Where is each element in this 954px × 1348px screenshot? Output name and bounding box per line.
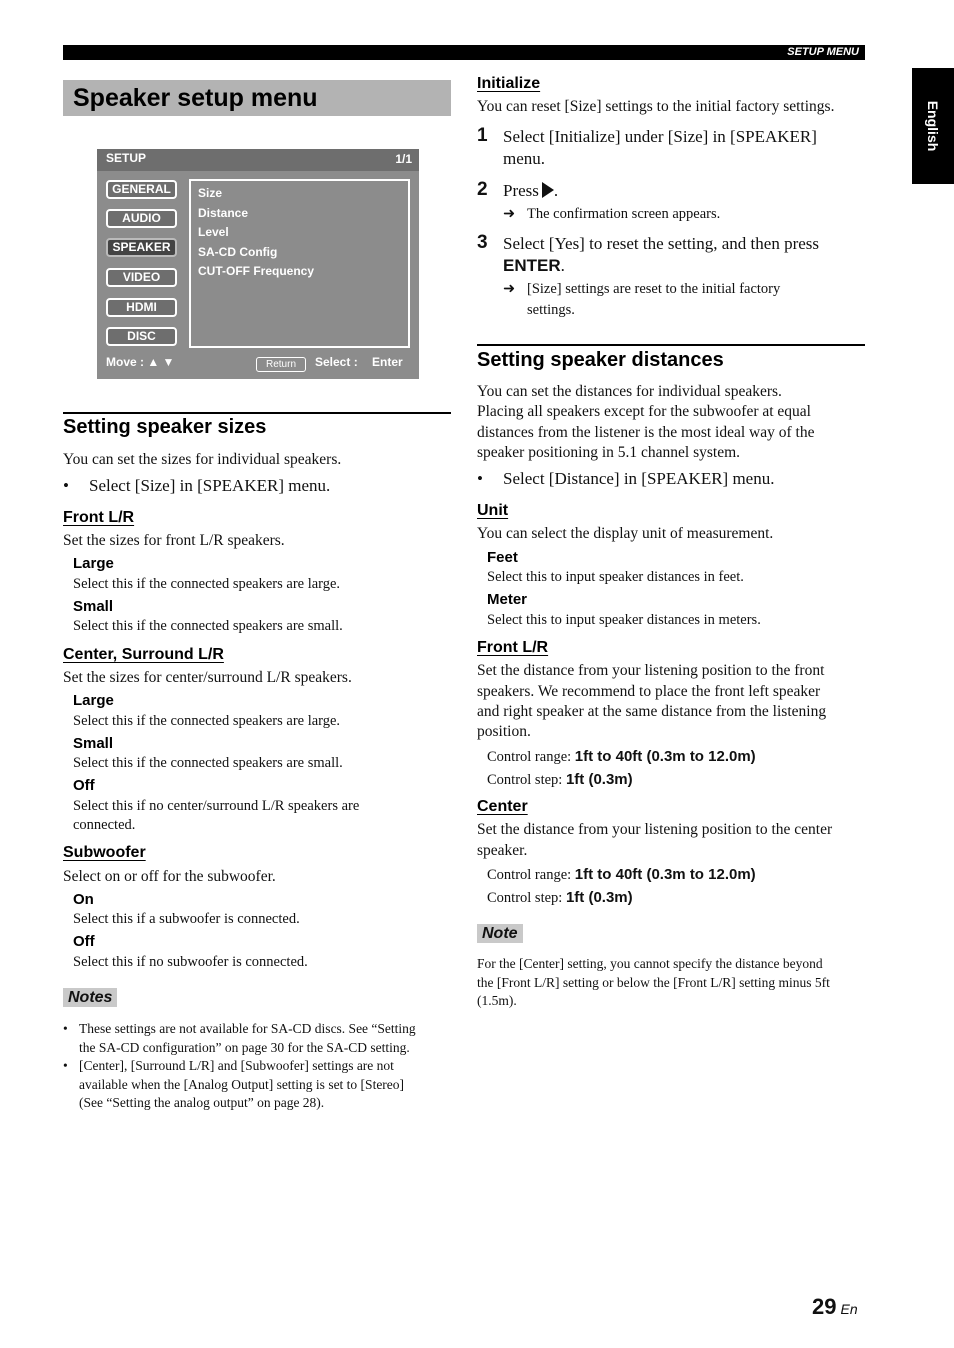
subwoofer-off-desc: Select this if no subwoofer is connected. xyxy=(73,954,308,970)
step3-result-1: [Size] settings are reset to the initial factory xyxy=(527,281,781,297)
step2-line: Press . xyxy=(503,181,559,200)
subwoofer-heading: Subwoofer xyxy=(63,844,146,861)
front-small-desc: Select this if the connected speakers are small. xyxy=(73,618,343,634)
page-title: Speaker setup menu xyxy=(73,84,318,112)
enter-key-label: ENTER xyxy=(503,256,561,275)
note-line-1: For the [Center] setting, you cannot specify the distance beyond xyxy=(477,956,823,971)
step2-text: Press xyxy=(503,181,539,200)
unit-meter-desc: Select this to input speaker distances in meters. xyxy=(487,612,761,628)
note2-line2: available when the [Analog Output] setting is set to [Stereo] xyxy=(79,1077,405,1092)
step-label: Control step: xyxy=(487,772,563,788)
page-number: 29 xyxy=(812,1294,837,1319)
menu-item-distance: Distance xyxy=(198,206,249,220)
menu-button-video: VIDEO xyxy=(106,268,177,287)
subwoofer-off-label: Off xyxy=(73,933,95,950)
subwoofer-on-label: On xyxy=(73,891,94,908)
right-arrow-icon xyxy=(542,182,554,198)
distances-intro-1: You can set the distances for individual speakers. xyxy=(477,383,782,400)
center-large-label: Large xyxy=(73,692,114,709)
step2-number: 2 xyxy=(477,179,488,200)
menu-header-title: SETUP xyxy=(106,151,147,165)
step3-result-2: settings. xyxy=(527,302,575,318)
center-off-label: Off xyxy=(73,777,95,794)
menu-footer-move: Move : ▲ ▼ xyxy=(106,355,175,369)
center-small-desc: Select this if the connected speakers are small. xyxy=(73,755,343,771)
menu-footer-enter: Enter xyxy=(372,355,403,369)
notes-label: Notes xyxy=(63,988,117,1007)
center-large-desc: Select this if the connected speakers are large. xyxy=(73,713,341,729)
note-label-box xyxy=(477,925,523,943)
range-label: Control range: xyxy=(487,867,572,883)
menu-item-cutoff-frequency: CUT-OFF Frequency xyxy=(198,264,315,278)
page-lang: En xyxy=(840,1301,858,1317)
menu-item-size: Size xyxy=(198,186,223,200)
range-label: Control range: xyxy=(487,749,572,765)
distances-bullet-text: Select [Distance] in [SPEAKER] menu. xyxy=(503,469,775,488)
menu-item-level: Level xyxy=(198,225,229,239)
dist-front-desc-1: Set the distance from your listening position to the front xyxy=(477,662,825,679)
dist-front-desc-4: position. xyxy=(477,723,531,740)
step3-arrow: ➜ xyxy=(503,281,516,297)
distances-bullet: • xyxy=(477,469,483,488)
dist-center-step xyxy=(487,888,633,908)
section-rule xyxy=(63,412,451,414)
dist-center-range xyxy=(487,865,756,885)
step2-arrow: ➜ xyxy=(503,206,516,222)
center-surround-desc: Set the sizes for center/surround L/R speakers. xyxy=(63,669,352,686)
unit-feet-label: Feet xyxy=(487,549,518,566)
range-value: 1ft to 40ft (0.3m to 12.0m) xyxy=(574,748,756,765)
sizes-intro: You can set the sizes for individual speakers. xyxy=(63,451,342,468)
note2-bullet: • xyxy=(63,1058,68,1073)
menu-footer-select: Select : xyxy=(315,355,358,369)
menu-footer-return: Return xyxy=(256,357,306,372)
subwoofer-desc: Select on or off for the subwoofer. xyxy=(63,868,276,885)
initialize-heading: Initialize xyxy=(477,75,541,92)
menu-item-sacd-config: SA-CD Config xyxy=(198,245,278,259)
language-tab-label: English xyxy=(925,100,941,152)
unit-feet-desc: Select this to input speaker distances in feet. xyxy=(487,569,744,585)
menu-items-panel xyxy=(189,179,410,348)
note-line-3: (1.5m). xyxy=(477,993,517,1008)
step-value: 1ft (0.3m) xyxy=(565,771,633,788)
center-surround-heading: Center, Surround L/R xyxy=(63,646,224,663)
note1-line2: the SA-CD configuration” on page 30 for the SA-CD setting. xyxy=(79,1040,410,1055)
menu-page-indicator: 1/1 xyxy=(395,152,412,166)
front-large-label: Large xyxy=(73,555,114,572)
step3-line2: ENTER. xyxy=(503,256,565,275)
sizes-bullet-text: Select [Size] in [SPEAKER] menu. xyxy=(89,476,331,495)
menu-button-hdmi: HDMI xyxy=(106,298,177,317)
setup-menu-screen xyxy=(97,149,419,379)
front-small-label: Small xyxy=(73,598,114,615)
menu-button-speaker: SPEAKER xyxy=(106,238,177,257)
center-off-desc-1: Select this if no center/surround L/R speakers are xyxy=(73,798,360,814)
step-label: Control step: xyxy=(487,890,563,906)
unit-heading: Unit xyxy=(477,502,509,519)
note-label: Note xyxy=(477,924,523,943)
dist-center-desc-2: speaker. xyxy=(477,842,528,859)
step3-line1: Select [Yes] to reset the setting, and then press xyxy=(503,234,820,253)
front-large-desc: Select this if the connected speakers are large. xyxy=(73,576,341,592)
menu-button-general: GENERAL xyxy=(106,180,177,199)
step3-number: 3 xyxy=(477,232,488,253)
note2-line1: [Center], [Surround L/R] and [Subwoofer] settings are not xyxy=(79,1058,394,1073)
sizes-heading: Setting speaker sizes xyxy=(63,416,267,438)
range-value: 1ft to 40ft (0.3m to 12.0m) xyxy=(574,866,756,883)
distances-intro-4: speaker positioning in 5.1 channel system. xyxy=(477,444,741,461)
page-footer xyxy=(812,1294,858,1320)
note-line-2: the [Front L/R] setting or below the [Front L/R] setting minus 5ft xyxy=(477,975,830,990)
section-label: SETUP MENU xyxy=(787,46,859,58)
step1-line1: Select [Initialize] under [Size] in [SPEAKER] xyxy=(503,127,817,146)
menu-header xyxy=(97,149,419,171)
center-off-desc-2: connected. xyxy=(73,817,136,833)
dist-front-range xyxy=(487,747,756,767)
subwoofer-on-desc: Select this if a subwoofer is connected. xyxy=(73,911,300,927)
menu-button-audio: AUDIO xyxy=(106,209,177,228)
distances-heading: Setting speaker distances xyxy=(477,349,724,371)
section-rule xyxy=(477,344,865,346)
initialize-intro: You can reset [Size] settings to the initial factory settings. xyxy=(477,98,835,115)
unit-desc: You can select the display unit of measurement. xyxy=(477,525,774,542)
step1-number: 1 xyxy=(477,125,488,146)
dist-front-step xyxy=(487,770,633,790)
dist-front-heading: Front L/R xyxy=(477,639,549,656)
step-value: 1ft (0.3m) xyxy=(565,889,633,906)
dist-center-desc-1: Set the distance from your listening position to the center xyxy=(477,821,833,838)
header-bar xyxy=(63,45,865,60)
distances-intro-2: Placing all speakers except for the subwoofer at equal xyxy=(477,403,811,420)
notes-label-box xyxy=(63,989,117,1007)
distances-intro-3: distances from the listener is the most ideal way of the xyxy=(477,424,815,441)
page-title-box xyxy=(63,80,451,116)
front-lr-desc: Set the sizes for front L/R speakers. xyxy=(63,532,285,549)
language-tab xyxy=(912,68,954,184)
dist-front-desc-3: and right speaker at the same distance from the listening xyxy=(477,703,827,720)
front-lr-heading: Front L/R xyxy=(63,509,135,526)
step2-result: The confirmation screen appears. xyxy=(527,206,721,222)
unit-meter-label: Meter xyxy=(487,591,528,608)
sizes-bullet: • xyxy=(63,476,69,495)
dist-front-desc-2: speakers. We recommend to place the front left speaker xyxy=(477,683,821,700)
dist-center-heading: Center xyxy=(477,798,528,815)
menu-button-disc: DISC xyxy=(106,327,177,346)
center-small-label: Small xyxy=(73,735,114,752)
note2-line3: (See “Setting the analog output” on page 28). xyxy=(79,1095,325,1110)
note1-line1: These settings are not available for SA-CD discs. See “Setting xyxy=(79,1021,416,1036)
note1-bullet: • xyxy=(63,1021,68,1036)
step1-line2: menu. xyxy=(503,149,546,168)
